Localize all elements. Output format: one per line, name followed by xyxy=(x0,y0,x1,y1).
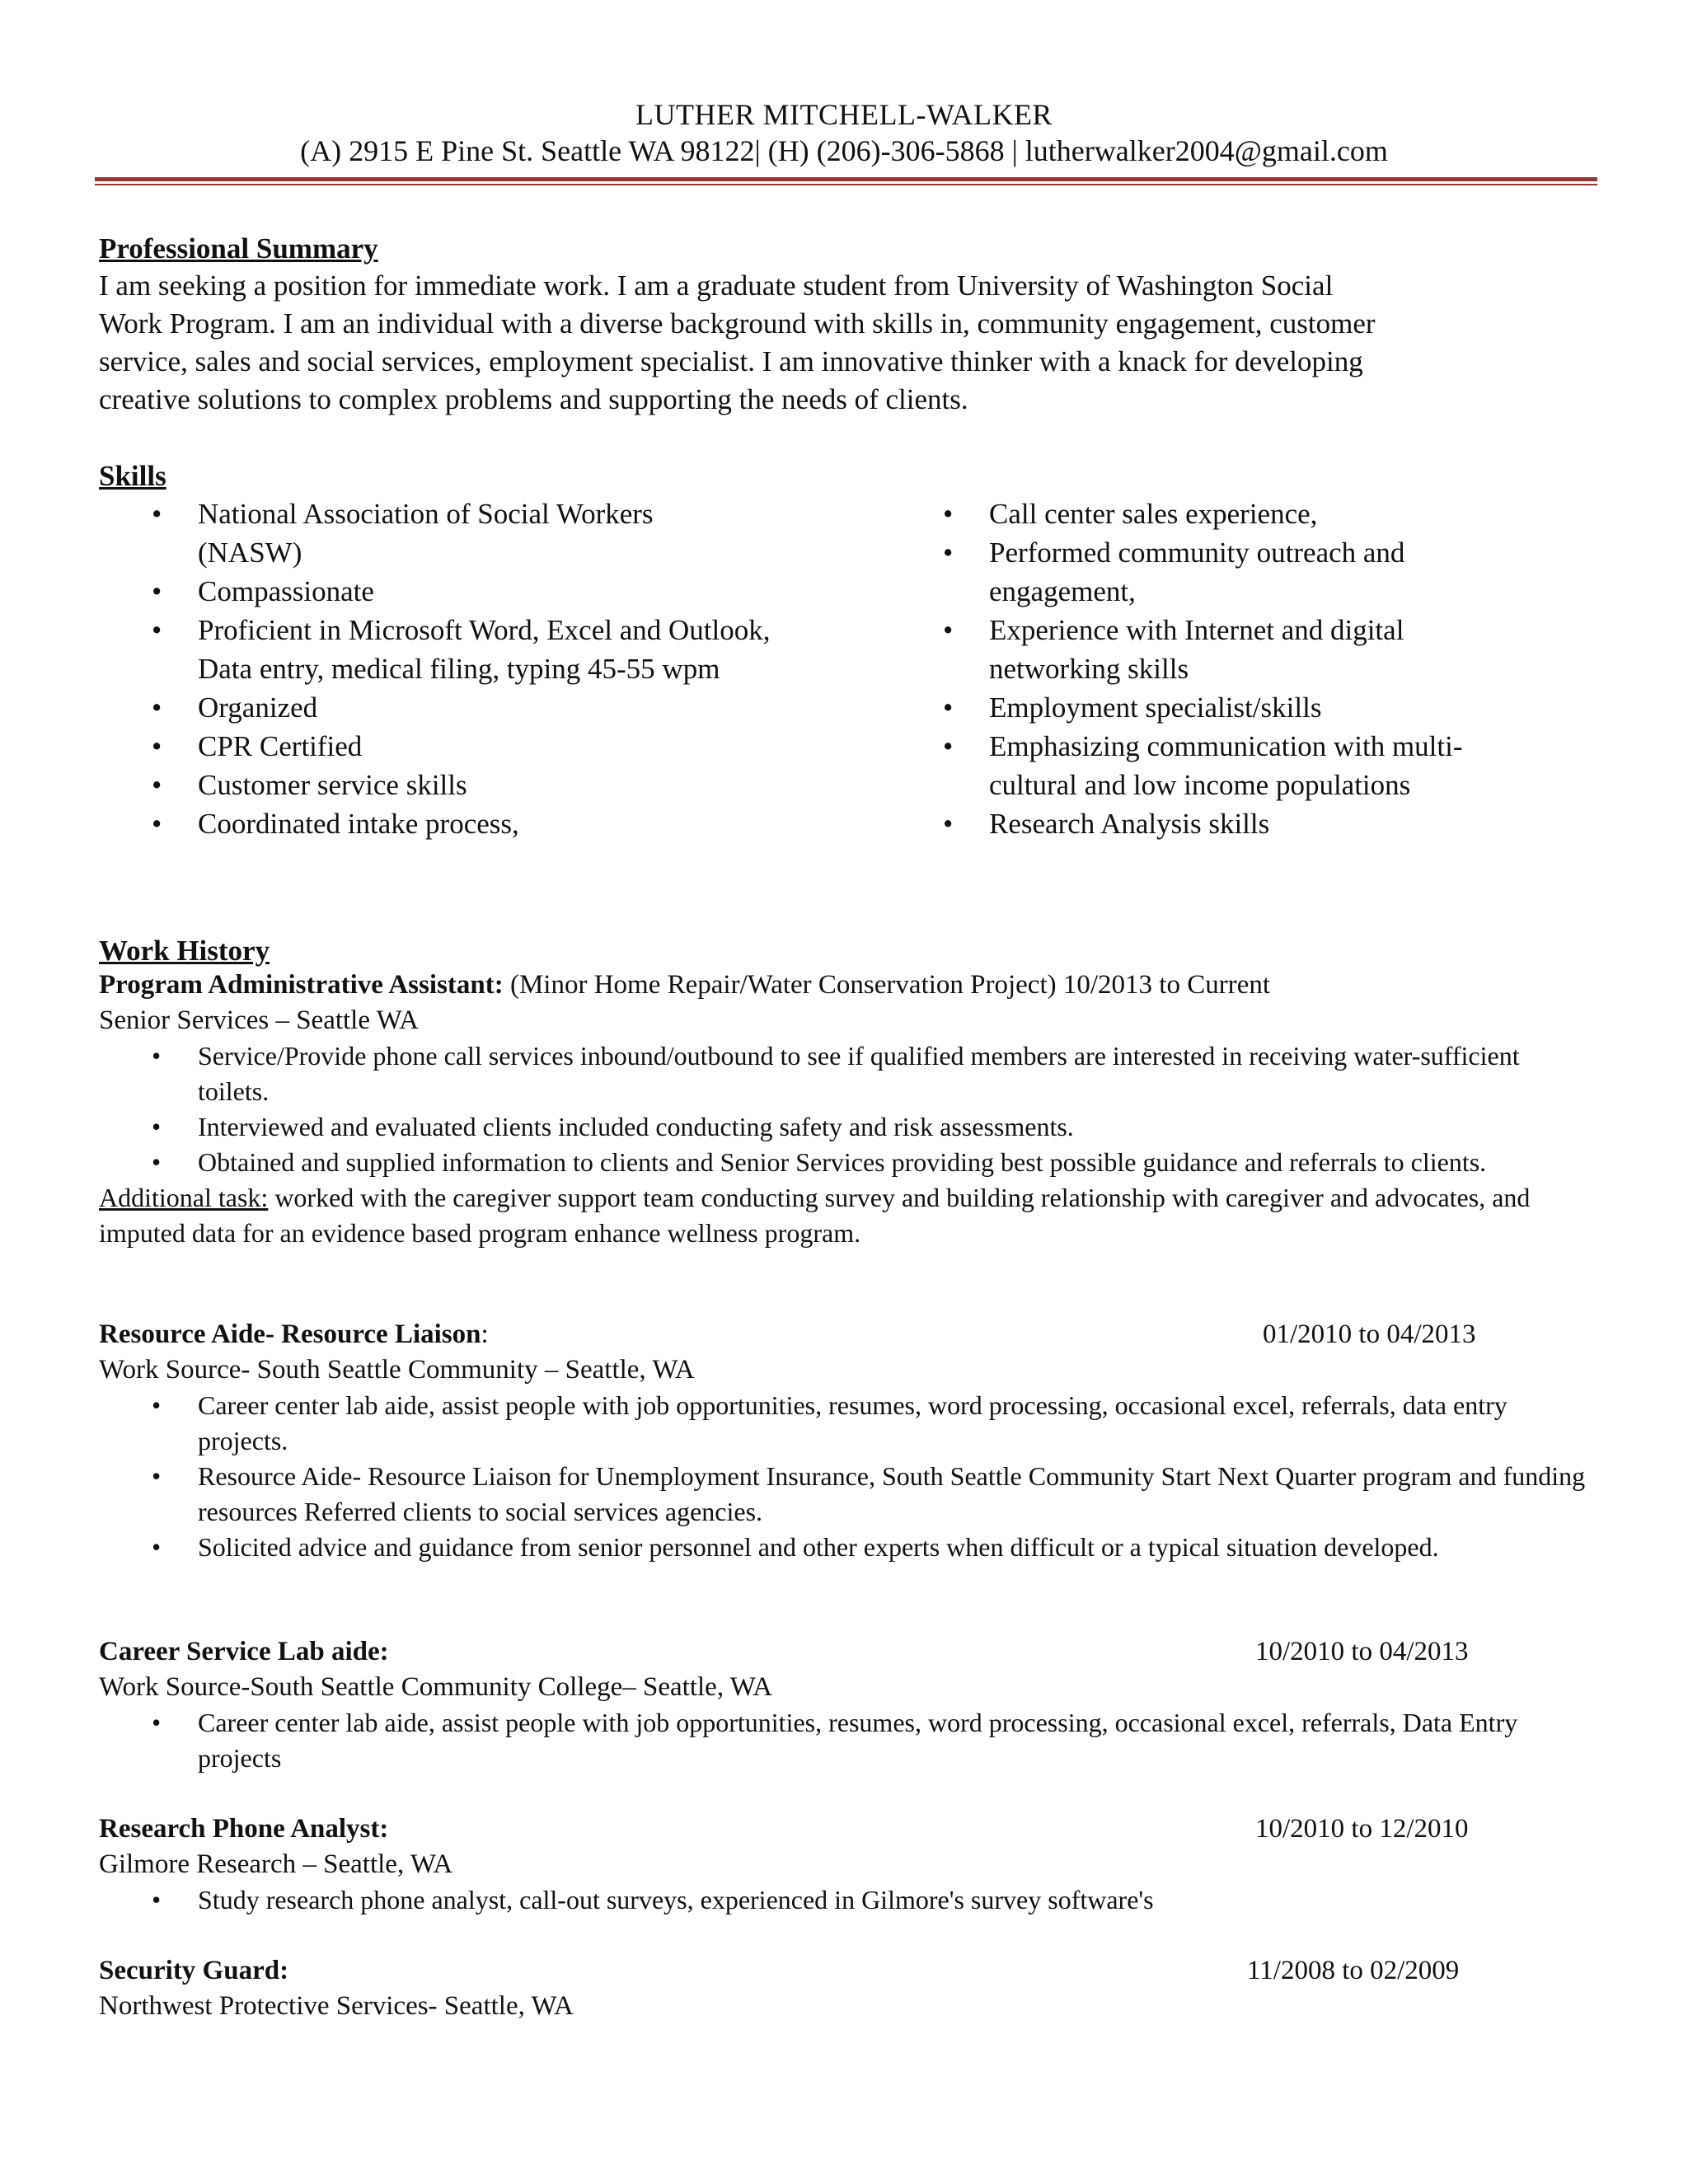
job-entry xyxy=(99,1634,1589,1776)
additional-task-text: worked with the caregiver support team conducting survey and building relationship with caregiver and advocates, and imputed data for an evidence based program enhance wellness program. xyxy=(99,1183,1531,1248)
additional-task xyxy=(99,1180,1589,1251)
job-entry xyxy=(99,1317,1589,1565)
job-header xyxy=(99,1317,1589,1352)
skill-item: • Emphasizing communication with multi-cultural and low income populations xyxy=(890,727,1550,804)
job-bullet: • Obtained and supplied information to clients and Senior Services providing best possible guidance and referrals to clients. xyxy=(99,1145,1589,1180)
header-rule-thin xyxy=(95,184,1597,185)
job-bullet: • Solicited advice and guidance from senior personnel and other experts when difficult or a typical situation developed. xyxy=(99,1530,1589,1565)
skill-item: • Employment specialist/skills xyxy=(890,688,1615,727)
job-header xyxy=(99,1634,1589,1670)
job-header xyxy=(99,968,1589,1003)
job-header xyxy=(99,1811,1589,1847)
skill-item: • Performed community outreach and engagement, xyxy=(890,533,1533,611)
job-entry xyxy=(99,1953,1589,2024)
skill-item: • Compassionate xyxy=(99,572,775,611)
summary-line: I am seeking a position for immediate work. I am a graduate student from University of Washington Social xyxy=(99,269,1334,302)
header-rule-thick xyxy=(95,177,1597,181)
summary-line: creative solutions to complex problems and supporting the needs of clients. xyxy=(99,383,968,415)
job-organization: Work Source- South Seattle Community – Seattle, WA xyxy=(99,1355,695,1385)
skill-item: • Coordinated intake process, xyxy=(99,804,775,843)
skill-item: • Customer service skills xyxy=(99,766,775,804)
job-bullet: • Service/Provide phone call services inbound/outbound to see if qualified members are interested in receiving water-sufficient toilets. xyxy=(99,1038,1589,1109)
skill-item: • CPR Certified xyxy=(99,727,775,766)
job-entry xyxy=(99,968,1589,1251)
work-history-section xyxy=(99,933,1589,969)
skill-item: • National Association of Social Workers (NASW) xyxy=(99,494,734,572)
job-title: Resource Aide- Resource Liaison xyxy=(99,1319,481,1349)
job-title: Program Administrative Assistant: xyxy=(99,970,504,1000)
job-bullet: • Interviewed and evaluated clients included conducting safety and risk assessments. xyxy=(99,1109,1589,1145)
job-dates: 01/2010 to 04/2013 xyxy=(1263,1319,1476,1349)
skills-section xyxy=(99,458,1589,494)
skill-item: • Research Analysis skills xyxy=(890,804,1615,843)
job-dates: 11/2008 to 02/2009 xyxy=(1247,1956,1460,1985)
summary-title: Professional Summary xyxy=(99,232,378,265)
job-organization: Gilmore Research – Seattle, WA xyxy=(99,1849,453,1879)
additional-task-label: Additional task: xyxy=(99,1183,269,1212)
contact-line: (A) 2915 E Pine St. Seattle WA 98122| (H) (206)-306-5868 | lutherwalker2004@gmail.com xyxy=(300,134,1388,167)
summary-line: service, sales and social services, employment specialist. I am innovative thinker with a knack for developing xyxy=(99,345,1363,377)
work-history-title: Work History xyxy=(99,935,270,967)
job-organization: Senior Services – Seattle WA xyxy=(99,1005,419,1035)
skill-item: • Organized xyxy=(99,688,775,727)
job-organization: Work Source-South Seattle Community College– Seattle, WA xyxy=(99,1672,773,1702)
job-bullet: • Resource Aide- Resource Liaison for Unemployment Insurance, South Seattle Community Start Next Quarter program and funding resources Referred clients to social services agencies. xyxy=(99,1459,1589,1530)
job-bullet: • Career center lab aide, assist people with job opportunities, resumes, word processing, occasional excel, referrals, Data Entry projects xyxy=(99,1705,1589,1776)
skills-left-column xyxy=(99,494,775,843)
job-organization: Northwest Protective Services- Seattle, WA xyxy=(99,1991,574,2021)
job-dates: 10/2010 to 04/2013 xyxy=(1255,1637,1469,1666)
job-dates: 10/2010 to 12/2010 xyxy=(1255,1814,1469,1844)
job-entry xyxy=(99,1811,1589,1918)
skill-item: • Call center sales experience, xyxy=(890,494,1615,533)
job-header xyxy=(99,1953,1589,1989)
job-title: Career Service Lab aide: xyxy=(99,1637,389,1666)
summary-section xyxy=(99,231,1589,419)
job-bullet: • Study research phone analyst, call-out surveys, experienced in Gilmore's survey software's xyxy=(99,1882,1589,1918)
skill-item: • Proficient in Microsoft Word, Excel and Outlook, Data entry, medical filing, typing 45-55 wpm xyxy=(99,611,775,688)
skills-title: Skills xyxy=(99,460,166,492)
skills-right-column xyxy=(890,494,1615,843)
job-title: Security Guard: xyxy=(99,1956,289,1985)
job-title-note: : xyxy=(481,1319,489,1349)
job-bullet: • Career center lab aide, assist people with job opportunities, resumes, word processing, occasional excel, referrals, data entry projects. xyxy=(99,1388,1589,1459)
summary-line: Work Program. I am an individual with a diverse background with skills in, community engagement, customer xyxy=(99,307,1376,340)
skill-item: • Experience with Internet and digital networking skills xyxy=(890,611,1533,688)
candidate-name: LUTHER MITCHELL-WALKER xyxy=(635,98,1053,131)
job-title: Research Phone Analyst: xyxy=(99,1814,389,1844)
job-title-note: (Minor Home Repair/Water Conservation Project) 10/2013 to Current xyxy=(503,970,1271,1000)
